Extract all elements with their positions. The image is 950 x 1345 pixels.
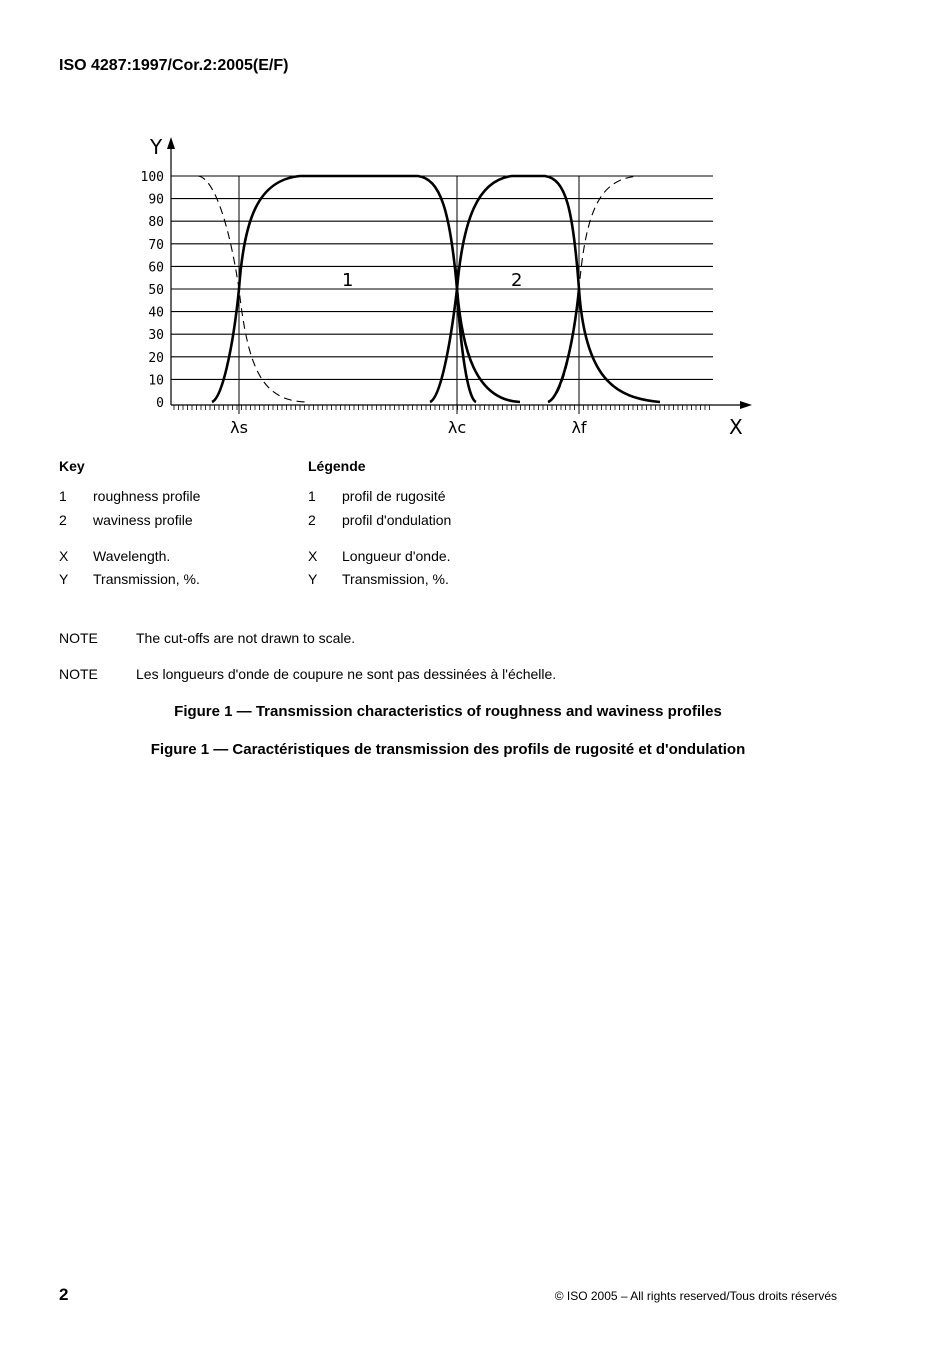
y-tick-label-0: 0 — [156, 396, 164, 411]
figure-caption-en: Figure 1 — Transmission characteristics of roughness and waviness profiles — [174, 703, 722, 720]
note-en: NOTE The cut-offs are not drawn to scale. — [59, 630, 356, 646]
key-title-fr: Légende — [308, 458, 366, 474]
y-tick-label-10: 10 — [148, 373, 164, 389]
y-tick-labels — [141, 170, 164, 411]
y-tick-label-50: 50 — [148, 283, 164, 298]
y-tick-label-100: 100 — [140, 170, 164, 185]
x-axis-arrow-icon — [740, 401, 752, 409]
document-header: ISO 4287:1997/Cor.2:2005(E/F) — [59, 57, 289, 74]
cutoff-label-2: λf — [571, 418, 587, 437]
y-tick-label-20: 20 — [148, 350, 164, 366]
cutoff-label-0: λs — [230, 418, 248, 437]
y-tick-label-60: 60 — [148, 260, 164, 276]
y-tick-label-40: 40 — [148, 305, 164, 321]
series-label-1: 1 — [342, 270, 354, 291]
curve-roughness-tail — [457, 289, 520, 402]
x-minor-ticks — [174, 405, 710, 410]
copyright-notice: © ISO 2005 – All rights reserved/Tous droits réservés — [554, 1289, 837, 1303]
figure-caption-fr: Figure 1 — Caractéristiques de transmission des profils de rugosité et d'ondulation — [150, 741, 746, 758]
y-axis-title: Y — [150, 135, 163, 159]
series-label-2: 2 — [511, 270, 523, 291]
key-title-en: Key — [59, 458, 85, 474]
note-fr: NOTE Les longueurs d'onde de coupure ne sont pas dessinées à l'échelle. — [59, 666, 557, 682]
chart-gridlines — [171, 176, 713, 379]
page-number: 2 — [59, 1285, 69, 1304]
x-axis-title: X — [729, 415, 743, 439]
cutoff-label-1: λc — [447, 418, 467, 437]
y-tick-label-30: 30 — [148, 328, 164, 344]
transmission-chart — [0, 0, 950, 460]
y-axis-arrow-icon — [167, 137, 175, 149]
y-tick-label-90: 90 — [148, 192, 164, 208]
curve-waviness-rise — [548, 289, 579, 402]
y-tick-label-80: 80 — [148, 215, 164, 231]
cutoff-lines — [230, 176, 587, 437]
y-tick-label-70: 70 — [148, 237, 164, 253]
